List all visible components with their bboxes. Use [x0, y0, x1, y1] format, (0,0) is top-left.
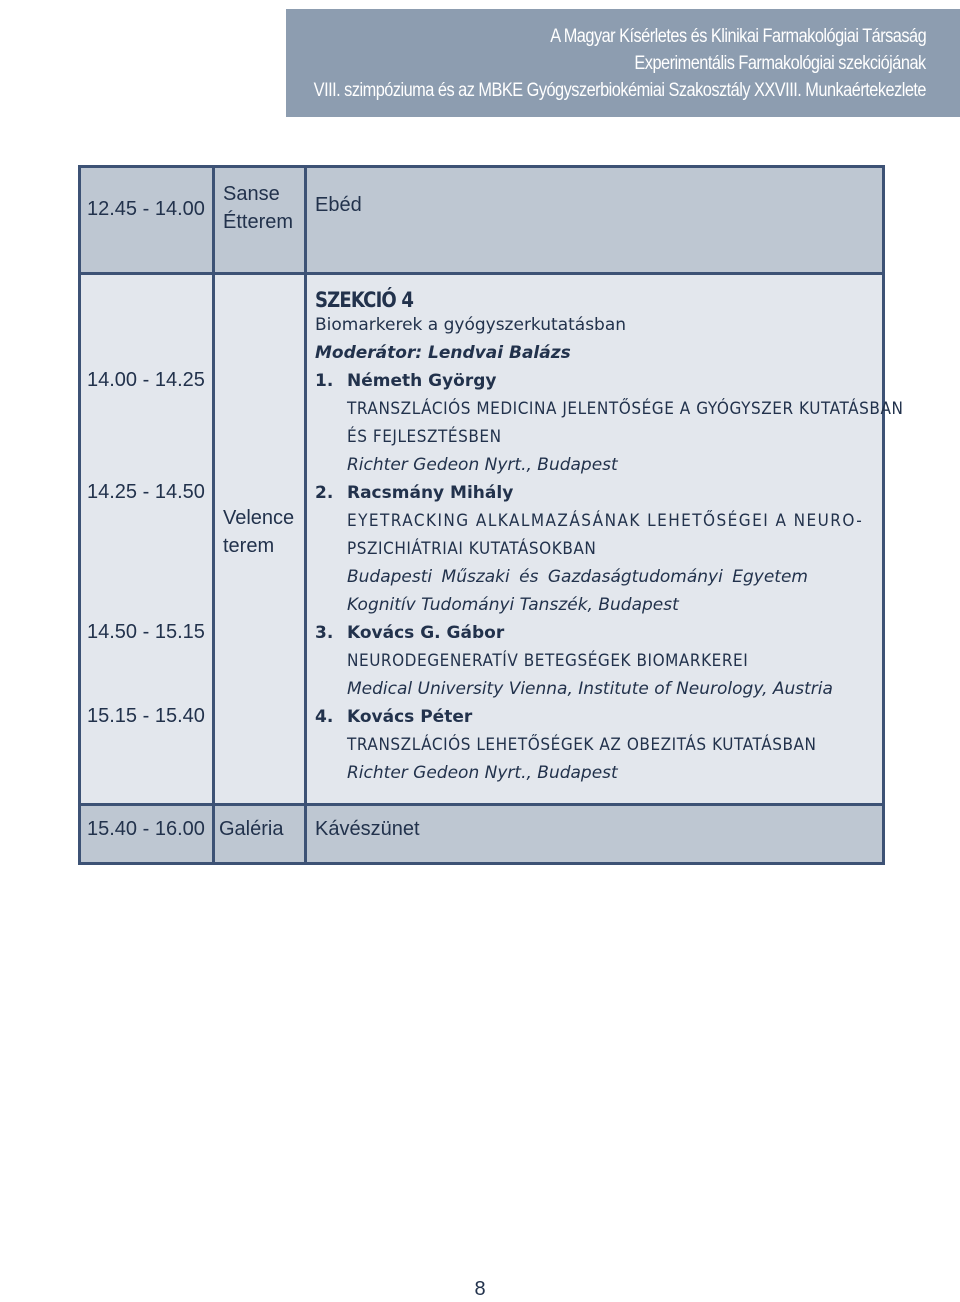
room-text: Galéria	[219, 818, 284, 840]
room-cell	[214, 167, 306, 274]
affiliation-line: Budapesti Műszaki és Gazdaságtudományi Egyetem	[347, 567, 808, 587]
room-cell	[214, 805, 306, 864]
event-label: Kávészünet	[315, 818, 420, 840]
talk-number: 2.	[315, 483, 334, 503]
affiliation-line: Richter Gedeon Nyrt., Budapest	[347, 763, 618, 783]
affiliation-line: Medical University Vienna, Institute of Neurology, Austria	[347, 679, 833, 699]
session-cell	[306, 274, 904, 805]
speaker-name: Kovács G. Gábor	[347, 623, 505, 643]
talk-number: 4.	[315, 707, 334, 727]
talk-title-line: NEURODEGENERATÍV BETEGSÉGEK BIOMARKEREI	[347, 651, 749, 671]
header-society-name: A Magyar Kísérletes és Klinikai Farmakológiai Társaság	[550, 26, 926, 47]
talk-title-line: TRANSZLÁCIÓS MEDICINA JELENTŐSÉGE A GYÓGYSZER KUTATÁSBAN	[347, 399, 904, 419]
moderator: Moderátor: Lendvai Balázs	[315, 343, 571, 363]
description-cell	[306, 167, 884, 274]
section-subtitle: Biomarkerek a gyógyszerkutatásban	[315, 315, 627, 335]
time-cell	[80, 805, 214, 864]
room-line: terem	[223, 535, 275, 557]
talk-title-line: EYETRACKING ALKALMAZÁSÁNAK LEHETŐSÉGEI A NEURO-	[347, 511, 864, 531]
header-symposium-name: VIII. szimpóziuma és az MBKE Gyógyszerbiokémiai Szakosztály XXVIII. Munkaértekezlete	[313, 80, 926, 101]
time-text: 15.40 - 16.00	[87, 818, 205, 840]
speaker-name: Németh György	[347, 371, 497, 391]
section-title: SZEKCIÓ 4	[315, 288, 414, 312]
description-cell	[306, 805, 884, 864]
time-text: 12.45 - 14.00	[87, 198, 205, 220]
header-section-name: Experimentális Farmakológiai szekciójának	[634, 53, 926, 74]
speaker-name: Kovács Péter	[347, 707, 473, 727]
talk-title-line: TRANSZLÁCIÓS LEHETŐSÉGEK AZ OBEZITÁS KUTATÁSBAN	[347, 735, 817, 755]
room-line: Sanse	[223, 183, 280, 205]
time-slot: 14.25 - 14.50	[87, 481, 205, 503]
program-table	[78, 165, 904, 865]
time-cell	[80, 274, 214, 805]
page-header-banner	[286, 9, 960, 117]
time-slot: 14.50 - 15.15	[87, 621, 205, 643]
room-line: Étterem	[223, 211, 294, 233]
affiliation-line: Kognitív Tudományi Tanszék, Budapest	[347, 595, 679, 615]
talk-number: 3.	[315, 623, 334, 643]
talk-title-line: PSZICHIÁTRIAI KUTATÁSOKBAN	[347, 539, 597, 559]
talk-number: 1.	[315, 371, 334, 391]
affiliation-line: Richter Gedeon Nyrt., Budapest	[347, 455, 618, 475]
time-slot: 14.00 - 14.25	[87, 369, 205, 391]
speaker-name: Racsmány Mihály	[347, 483, 514, 503]
event-label: Ebéd	[315, 194, 362, 216]
time-slot: 15.15 - 15.40	[87, 705, 205, 727]
time-cell	[80, 167, 214, 274]
page-number: 8	[474, 1278, 486, 1300]
room-cell	[214, 274, 306, 805]
room-line: Velence	[223, 507, 295, 529]
program-row-coffee-break	[80, 805, 884, 864]
program-row-lunch	[80, 167, 884, 274]
talk-title-line: ÉS FEJLESZTÉSBEN	[347, 427, 502, 447]
program-row-session-4	[80, 274, 884, 805]
